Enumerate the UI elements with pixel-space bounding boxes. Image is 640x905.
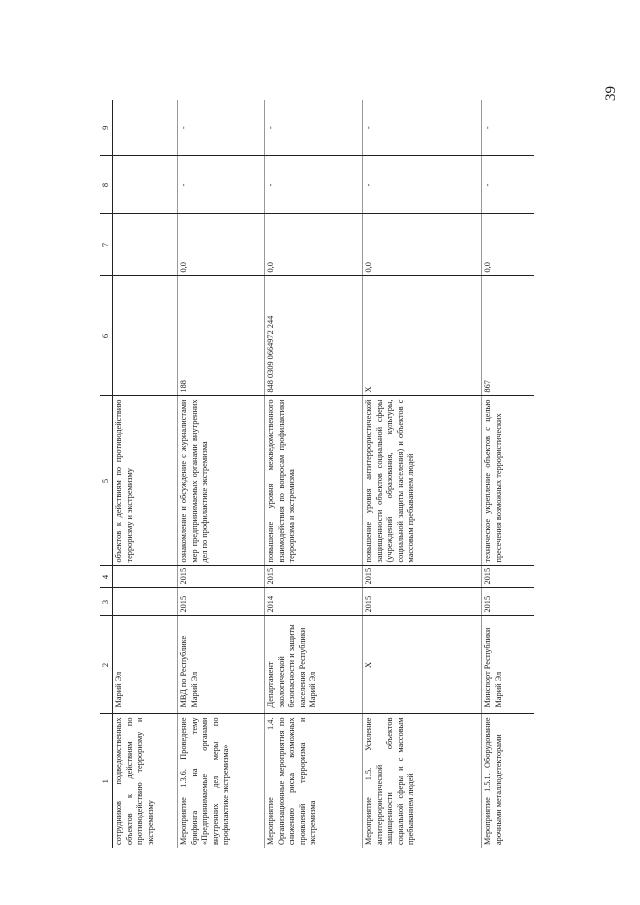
activity-name-cell: Мероприятие 1.5.1. Оборудование арочными металлодетекторами — [482, 714, 535, 848]
executor-cell: Минспорт Республики Марий Эл — [482, 616, 535, 714]
program-activities-table — [100, 100, 534, 848]
budget-code-cell: 188 — [178, 276, 265, 396]
end-year-cell: 2015 — [178, 566, 265, 588]
table-row — [265, 100, 363, 848]
budget-code-cell: 848 0309 0664972 244 — [265, 276, 363, 396]
end-year-cell: 2015 — [482, 566, 535, 588]
start-year-cell: 2015 — [363, 588, 482, 616]
funding-2014-cell: 0,0 — [482, 214, 535, 276]
table-row — [178, 100, 265, 848]
funding-2015-cell: - — [178, 156, 265, 214]
funding-2016-cell: - — [178, 100, 265, 156]
funding-2014-cell — [113, 214, 178, 276]
end-year-cell: 2015 — [265, 566, 363, 588]
budget-code-cell — [113, 276, 178, 396]
column-number-row — [100, 100, 113, 848]
end-year-cell — [113, 566, 178, 588]
budget-code-cell: X — [363, 276, 482, 396]
funding-2016-cell — [113, 100, 178, 156]
funding-2016-cell: - — [265, 100, 363, 156]
funding-2014-cell: 0,0 — [363, 214, 482, 276]
column-header-6: 6 — [100, 276, 113, 396]
page-number: 39 — [603, 86, 619, 101]
funding-2015-cell — [113, 156, 178, 214]
rotated-page-content — [100, 100, 520, 848]
table-row — [363, 100, 482, 848]
activity-name-cell: Мероприятие 1.3.6. Проведение брифинга на тему «Предпринимаемые органами внутренних дел меры по профилактике экстремизма» — [178, 714, 265, 848]
start-year-cell: 2015 — [178, 588, 265, 616]
activity-name-cell: сотрудников подведомственных объектов к действиям по противодействию терроризму и экстремизму — [114, 717, 155, 845]
start-year-cell — [113, 588, 178, 616]
funding-2015-cell: - — [265, 156, 363, 214]
activity-name-cell: Мероприятие 1.5. Усиление антитеррористической защищенности объектов социальной сферы и с массовым пребыванием людей — [363, 714, 482, 848]
expected-result-cell: ознакомление и обсуждение с журналистами мер предпринимаемых органами внутренних дел по профилактике экстремизма — [178, 396, 265, 566]
start-year-cell: 2015 — [482, 588, 535, 616]
column-header-8: 8 — [100, 156, 113, 214]
activity-name-cell: Мероприятие 1.4. Организационные мероприятия по снижению риска возможных проявлений терроризма и экстремизма — [265, 714, 363, 848]
executor-cell: МВД по Республике Марий Эл — [178, 616, 265, 714]
column-header-3: 3 — [100, 588, 113, 616]
funding-2015-cell: - — [482, 156, 535, 214]
column-header-2: 2 — [100, 616, 113, 714]
column-header-7: 7 — [100, 214, 113, 276]
funding-2016-cell: - — [482, 100, 535, 156]
expected-result-cell: повышение уровня антитеррористической защищенности объектов социальной сферы (учреждений образования, культуры, социальной защиты населения) и объектов с массовым пребыванием людей — [363, 396, 482, 566]
executor-cell: Марий Эл — [113, 616, 178, 714]
end-year-cell: 2015 — [363, 566, 482, 588]
table-row — [113, 100, 178, 848]
funding-2015-cell: - — [363, 156, 482, 214]
budget-code-cell: 867 — [482, 276, 535, 396]
table-row — [482, 100, 535, 848]
executor-cell: Департамент экологической безопасности и защиты населения Республики Марий Эл — [265, 616, 363, 714]
column-header-1: 1 — [100, 714, 113, 848]
start-year-cell: 2014 — [265, 588, 363, 616]
funding-2014-cell: 0,0 — [265, 214, 363, 276]
executor-cell: X — [363, 616, 482, 714]
expected-result-cell: техническое укрепление объектов с целью пресечения возможных террористических — [482, 396, 535, 566]
funding-2014-cell: 0,0 — [178, 214, 265, 276]
column-header-5: 5 — [100, 396, 113, 566]
funding-2016-cell: - — [363, 100, 482, 156]
column-header-4: 4 — [100, 566, 113, 588]
expected-result-cell: объектов к действиям по противодействию терроризму и экстремизму — [113, 396, 178, 566]
expected-result-cell: повышение уровня межведомственного взаимодействия по вопросам профилактики терроризма и экстремизма — [265, 396, 363, 566]
column-header-9: 9 — [100, 100, 113, 156]
